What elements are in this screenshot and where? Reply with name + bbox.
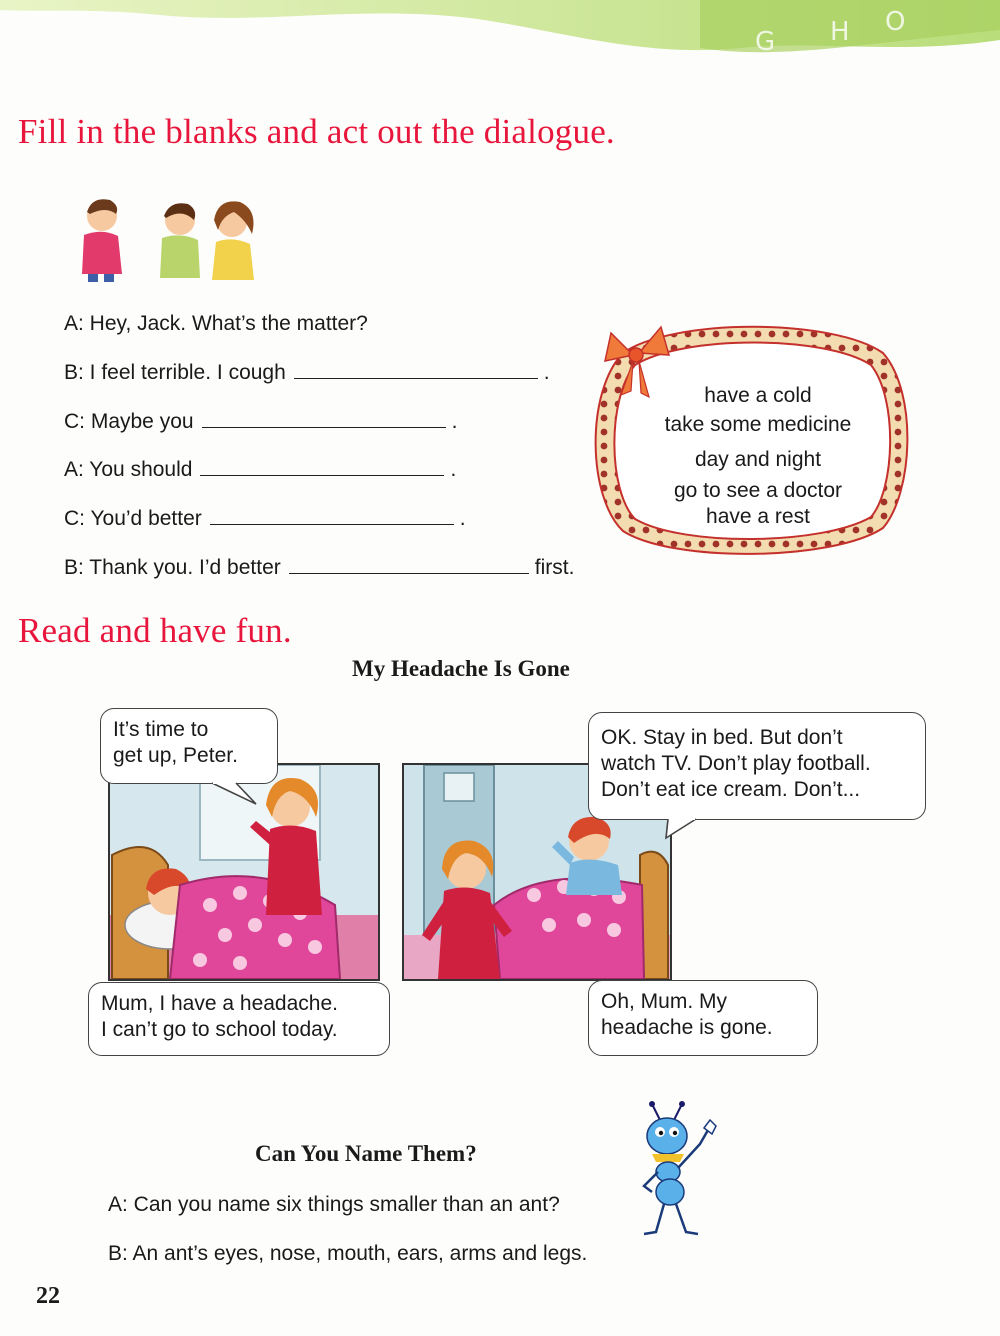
dialogue-line-6-end: first. <box>534 556 575 579</box>
ant-illustration <box>630 1100 730 1240</box>
word-bank-item-1: have a cold <box>704 384 812 407</box>
joke-answer: B: An ant’s eyes, nose, mouth, ears, arms and legs. <box>108 1242 588 1265</box>
dialogue-line-1 <box>64 312 368 336</box>
speech-bubble-3-line-3: Don’t eat ice cream. Don’t... <box>601 778 861 801</box>
dialogue-line-2 <box>64 361 550 385</box>
speech-bubble-3 <box>588 712 926 820</box>
word-bank-item-2: take some medicine <box>664 413 852 436</box>
speech-bubble-1-line-2: get up, Peter. <box>113 744 238 767</box>
dialogue-line-2-end: . <box>543 361 550 384</box>
dialogue-line-3-text: C: Maybe you <box>64 410 194 433</box>
dialogue-line-4-text: A: You should <box>64 458 193 481</box>
speech-bubble-3-line-2: watch TV. Don’t play football. <box>601 752 871 775</box>
svg-text:H: H <box>830 17 850 47</box>
svg-text:O: O <box>885 7 906 37</box>
dialogue-line-3 <box>64 410 457 434</box>
svg-text:G: G <box>755 27 776 57</box>
word-bank-item-4: go to see a doctor <box>673 479 843 502</box>
joke-title: Can You Name Them? <box>255 1141 477 1166</box>
speech-bubble-2-line-1: Mum, I have a headache. <box>101 992 338 1015</box>
dialogue-line-6 <box>64 556 574 580</box>
section-title-fill-blanks: Fill in the blanks and act out the dialogue. <box>18 112 615 151</box>
dialogue-line-2-text: B: I feel terrible. I cough <box>64 361 286 384</box>
word-bank-item-5: have a rest <box>706 505 810 528</box>
section-title-read-fun: Read and have fun. <box>18 611 292 650</box>
story-title: My Headache Is Gone <box>352 656 570 681</box>
speech-bubble-4-line-2: headache is gone. <box>601 1016 773 1039</box>
blank-2[interactable] <box>202 426 446 428</box>
speech-bubble-2-line-2: I can’t go to school today. <box>101 1018 338 1041</box>
dialogue-line-5-end: . <box>459 507 466 530</box>
dialogue-line-5-text: C: You’d better <box>64 507 202 530</box>
speech-bubble-2 <box>88 982 390 1056</box>
speech-bubble-3-tail <box>662 818 702 840</box>
speech-bubble-1-line-1: It’s time to <box>113 718 209 741</box>
word-bank-item-3: day and night <box>694 448 822 471</box>
speech-bubble-1-tail <box>212 782 262 806</box>
speech-bubble-3-line-1: OK. Stay in bed. But don’t <box>601 726 843 749</box>
joke-question: A: Can you name six things smaller than an ant? <box>108 1193 560 1216</box>
dialogue-line-6-text: B: Thank you. I’d better <box>64 556 281 579</box>
page-number: 22 <box>36 1283 60 1309</box>
dialogue-line-5 <box>64 507 466 531</box>
speech-bubble-4-line-1: Oh, Mum. My <box>601 990 728 1013</box>
blank-5[interactable] <box>289 572 529 574</box>
blank-1[interactable] <box>294 377 538 379</box>
speech-bubble-4 <box>588 980 818 1056</box>
kids-illustration <box>62 190 272 282</box>
top-decorative-band <box>0 0 1000 75</box>
speech-bubble-1 <box>100 708 278 784</box>
blank-3[interactable] <box>200 474 444 476</box>
dialogue-line-4-end: . <box>450 458 457 481</box>
dialogue-line-3-end: . <box>451 410 458 433</box>
dialogue-line-4 <box>64 458 456 482</box>
dialogue-line-1-text: A: Hey, Jack. What’s the matter? <box>64 312 368 335</box>
blank-4[interactable] <box>210 523 454 525</box>
